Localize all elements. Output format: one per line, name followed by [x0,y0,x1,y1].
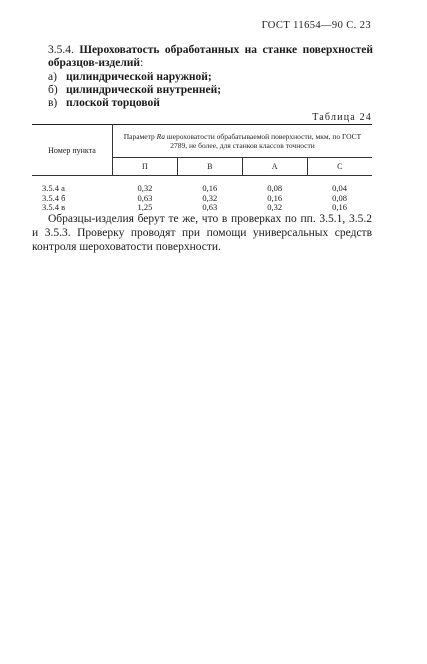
section-number: 3.5.4. [48,44,74,56]
list-item-text: цилиндрической внутренней; [66,84,222,96]
param-description: шероховатости обрабатываемой поверхности, мкм, по ГОСТ 2789, не более, для станков классов точности [166,131,362,150]
table-cell: 0,16 [202,183,218,193]
table-row [32,176,372,194]
table-cell: 0,63 [202,202,218,212]
list-item-text: плоской торцовой [66,97,160,109]
param-prefix: Параметр [123,131,155,141]
table-cell: 1,25 [137,202,153,212]
table-cell: 0,16 [267,192,283,203]
list-item-label: в) [48,97,58,109]
list-item [48,97,160,110]
section-title-end: : [140,57,144,69]
row-id: 3.5.4 в [42,202,66,212]
roughness-table [32,124,372,213]
table-cell: 0,63 [137,192,153,203]
class-header: П [113,158,178,176]
class-header: В [177,158,242,176]
table-cell: 0,16 [332,202,347,212]
list-item [48,71,212,84]
table-cell: 0,32 [267,202,283,212]
table-caption: Таблица 24 [312,112,372,123]
table-cell: 0,32 [137,183,153,193]
table-cell: 0,04 [332,183,347,193]
table-cell: 0,08 [267,183,283,193]
page-header: ГОСТ 11654—90 С. 23 [261,20,371,31]
list-item-text: цилиндрической наружной; [66,71,212,83]
column-header-number: Номер пункта [32,125,113,176]
row-id: 3.5.4 а [42,183,65,193]
class-header: С [307,158,372,176]
class-header: А [242,158,307,176]
row-id: 3.5.4 б [42,192,66,203]
body-paragraph: Образцы-изделия берут те же, что в проверках по пп. 3.5.1, 3.5.2 и 3.5.3. Проверку проводят при помощи универсальных средств контроля шероховатости поверхности. [32,213,372,253]
table-cell: 0,32 [202,192,218,203]
table-cell: 0,08 [332,192,347,203]
section-title: Шероховатость обработанных на станке поверхностей образцов-изделий [48,44,373,69]
section-heading [48,44,373,70]
column-header-parameter [113,125,373,158]
list-item-label: а) [48,71,57,83]
list-item [48,84,221,97]
list-item-label: б) [48,84,58,96]
param-symbol: Ra [156,131,165,141]
